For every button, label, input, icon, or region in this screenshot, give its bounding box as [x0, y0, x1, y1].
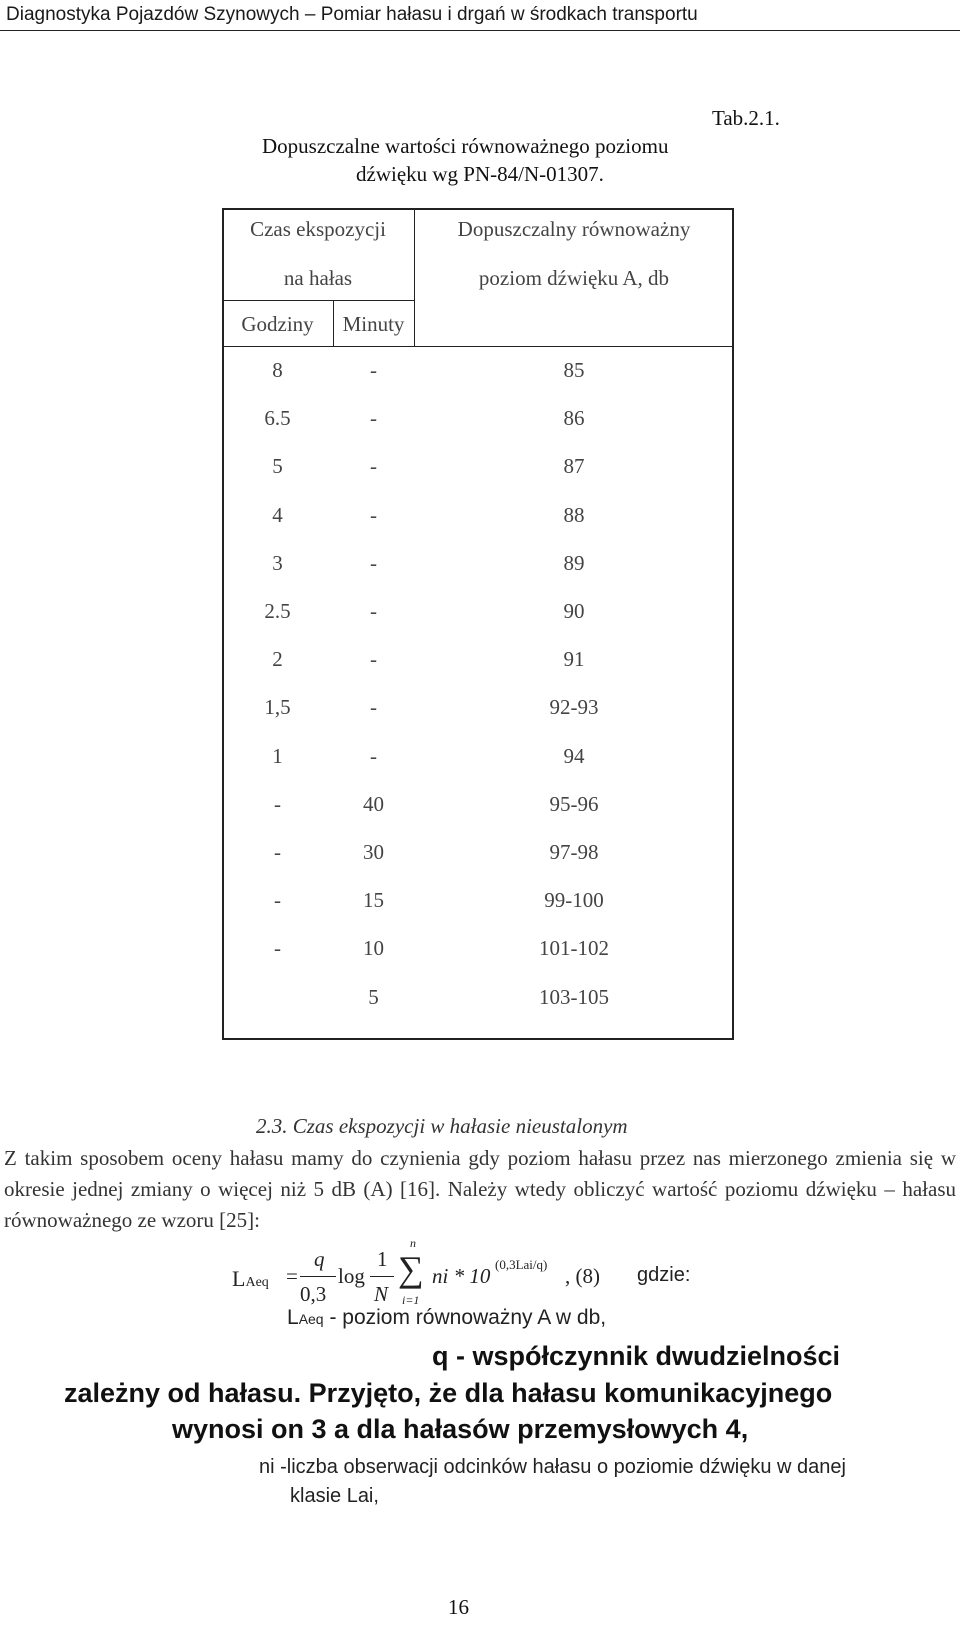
cell-minutes: -	[370, 599, 377, 623]
cell-minutes: -	[370, 744, 377, 768]
cell-level: 85	[563, 358, 585, 382]
cell-level: 94	[563, 744, 585, 768]
definition-laeq-subscript: Aeq	[298, 1311, 324, 1327]
definition-q-line-2: zależny od hałasu. Przyjęto, że dla hałasu komunikacyjnego	[64, 1378, 833, 1408]
cell-minutes: 30	[363, 840, 384, 864]
cell-minutes: 15	[363, 888, 384, 912]
cell-level: 97-98	[549, 840, 599, 864]
formula-frac2-bar	[370, 1276, 394, 1277]
running-header: Diagnostyka Pojazdów Szynowych – Pomiar hałasu i drgań w środkach transportu	[6, 4, 698, 25]
cell-hours: -	[274, 936, 281, 960]
formula-equation-number: , (8)	[565, 1264, 600, 1288]
header-rule	[0, 30, 960, 31]
definition-q-line-3: wynosi on 3 a dla hałasów przemysłowych 4,	[172, 1414, 749, 1444]
cell-level: 91	[563, 647, 585, 671]
cell-minutes: -	[370, 454, 377, 478]
cell-minutes: -	[370, 695, 377, 719]
formula-sum-lower: i=1	[402, 1293, 420, 1307]
formula-frac1-numerator: q	[314, 1247, 325, 1271]
cell-level: 99-100	[544, 888, 604, 912]
cell-level: 103-105	[539, 985, 609, 1009]
formula-where: gdzie:	[637, 1264, 691, 1286]
table-header-rule	[222, 346, 734, 347]
cell-level: 89	[563, 551, 585, 575]
cell-minutes: -	[370, 503, 377, 527]
formula-log: log	[338, 1264, 365, 1288]
table-subheader-rule	[222, 300, 415, 301]
definition-q-line-1: q - współczynnik dwudzielności	[432, 1341, 841, 1371]
cell-level: 90	[563, 599, 585, 623]
formula-frac1-denominator: 0,3	[300, 1282, 327, 1306]
cell-hours: 1,5	[264, 695, 291, 719]
header-exposure-line-2: na hałas	[283, 266, 353, 290]
formula-equals: =	[286, 1264, 298, 1288]
cell-minutes: 40	[363, 792, 384, 816]
formula-exponent: (0,3Lai/q)	[495, 1257, 548, 1272]
formula-term: ni * 10	[432, 1264, 491, 1288]
cell-hours: 6.5	[264, 406, 291, 430]
header-exposure-line-1: Czas ekspozycji	[250, 217, 386, 241]
table-caption-line-2: dźwięku wg PN-84/N-01307.	[356, 162, 604, 186]
definition-ni-line-1: ni -liczba obserwacji odcinków hałasu o poziomie dźwięku w danej	[259, 1456, 846, 1478]
cell-level: 101-102	[539, 936, 609, 960]
formula-sum-symbol: ∑	[398, 1249, 424, 1289]
formula-frac1-bar	[300, 1276, 336, 1277]
cell-hours: -	[274, 840, 281, 864]
cell-minutes: -	[370, 358, 377, 382]
header-level-line-2: poziom dźwięku A, db	[478, 266, 670, 290]
section-title: 2.3. Czas ekspozycji w hałasie nieustalonym	[256, 1114, 628, 1138]
cell-level: 87	[563, 454, 585, 478]
table-caption-line-1: Dopuszczalne wartości równoważnego poziomu	[262, 134, 669, 158]
header-hours: Godziny	[241, 312, 314, 336]
page-number: 16	[448, 1595, 469, 1619]
cell-level: 86	[563, 406, 585, 430]
table-reference: Tab.2.1.	[712, 106, 780, 130]
definition-laeq-text: - poziom równoważny A w db,	[329, 1306, 607, 1329]
cell-level: 88	[563, 503, 585, 527]
definition-ni-line-2: klasie Lai,	[290, 1485, 379, 1507]
cell-level: 95-96	[549, 792, 599, 816]
formula-lhs: L	[232, 1266, 246, 1291]
cell-hours: -	[274, 792, 281, 816]
cell-hours: -	[274, 888, 281, 912]
header-level-line-1: Dopuszczalny równoważny	[457, 217, 691, 241]
cell-minutes: 10	[363, 936, 384, 960]
header-minutes: Minuty	[342, 312, 405, 336]
cell-hours: 1	[272, 744, 283, 768]
formula-frac2-denominator: N	[374, 1282, 389, 1306]
cell-minutes: 5	[368, 985, 379, 1009]
cell-hours: 2	[272, 647, 283, 671]
cell-hours: 3	[272, 551, 283, 575]
formula-sum-upper: n	[410, 1236, 416, 1250]
cell-hours: 5	[272, 454, 283, 478]
cell-minutes: -	[370, 406, 377, 430]
formula-lhs-subscript: Aeq	[245, 1275, 269, 1290]
cell-level: 92-93	[549, 695, 599, 719]
cell-hours: 8	[272, 358, 283, 382]
definition-laeq	[287, 1306, 606, 1330]
formula-frac2-numerator: 1	[377, 1247, 388, 1271]
definition-laeq-symbol: L	[287, 1306, 299, 1329]
section-paragraph: Z takim sposobem oceny hałasu mamy do czynienia gdy poziom hałasu przez nas mierzonego zmienia się w okresie jednej zmiany o więcej niż 5 dB (A) [16]. Należy wtedy obliczyć wartość poziomu dźwięku – hałasu równoważnego ze wzoru [25]:	[4, 1146, 956, 1232]
cell-minutes: -	[370, 551, 377, 575]
cell-hours: 2.5	[264, 599, 291, 623]
cell-minutes: -	[370, 647, 377, 671]
cell-hours: 4	[272, 503, 283, 527]
